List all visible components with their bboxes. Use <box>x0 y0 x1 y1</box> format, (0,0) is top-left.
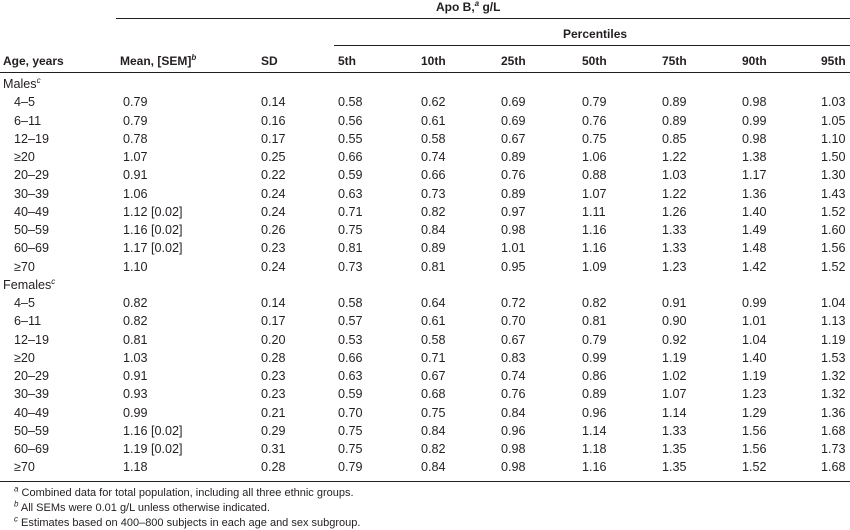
group-label-text: Females <box>3 277 52 292</box>
percentile-cell: 0.86 <box>582 369 607 383</box>
percentile-cell: 1.16 <box>582 223 607 237</box>
sd-cell: 0.28 <box>261 350 286 365</box>
mean-cell: 1.18 <box>123 460 148 475</box>
percentile-cell: 0.57 <box>338 314 363 329</box>
group-title-footnote-mark: a <box>474 0 480 8</box>
sd-cell: 0.25 <box>261 150 286 164</box>
percentile-cell: 1.56 <box>821 241 846 256</box>
percentile-cell: 1.22 <box>662 150 687 164</box>
percentile-cell: 0.66 <box>338 350 363 365</box>
percentile-cell: 1.26 <box>662 204 687 219</box>
percentile-cell: 1.50 <box>821 150 846 164</box>
age-cell: 60–69 <box>14 442 50 456</box>
percentile-cell: 1.33 <box>662 223 687 237</box>
percentile-cell: 0.64 <box>421 296 446 310</box>
col-mean-label: Mean, [SEM] <box>120 54 192 68</box>
sd-cell: 0.24 <box>261 186 286 201</box>
percentile-cell: 1.19 <box>662 350 687 365</box>
group-title-unit: g/L <box>479 0 501 14</box>
percentile-cell: 0.97 <box>501 204 526 219</box>
percentile-cell: 0.84 <box>421 423 446 438</box>
age-cell: 30–39 <box>14 186 50 201</box>
percentile-cell: 1.52 <box>821 204 846 219</box>
percentile-cell: 1.42 <box>742 259 767 274</box>
sd-cell: 0.29 <box>261 423 286 438</box>
percentile-cell: 1.53 <box>821 350 846 365</box>
percentile-cell: 1.49 <box>742 223 767 237</box>
age-cell: 4–5 <box>14 296 36 310</box>
percentile-cell: 0.71 <box>421 350 446 365</box>
percentile-cell: 0.81 <box>338 241 363 256</box>
percentile-cell: 1.13 <box>821 314 846 329</box>
percentile-cell: 0.61 <box>421 113 446 128</box>
age-cell: 12–19 <box>14 332 50 347</box>
age-cell: 50–59 <box>14 223 50 237</box>
percentile-cell: 1.68 <box>821 423 846 438</box>
percentile-cell: 0.73 <box>338 259 363 274</box>
percentile-cell: 1.11 <box>582 204 606 219</box>
sd-cell: 0.26 <box>261 223 286 237</box>
percentile-cell: 1.56 <box>742 423 767 438</box>
percentile-cell: 0.89 <box>421 241 446 256</box>
percentile-cell: 0.66 <box>338 150 363 164</box>
percentile-cell: 0.89 <box>662 113 687 128</box>
group-label-text: Males <box>3 77 37 91</box>
sd-cell: 0.14 <box>261 95 286 110</box>
percentile-cell: 0.84 <box>421 223 446 237</box>
percentile-cell: 1.38 <box>742 150 767 164</box>
percentile-cell: 0.69 <box>501 113 526 128</box>
footnote-text: All SEMs were 0.01 g/L unless otherwise indicated. <box>18 502 270 514</box>
sd-cell: 0.22 <box>261 168 286 183</box>
percentile-cell: 0.79 <box>582 332 607 347</box>
percentile-cell: 0.76 <box>582 113 607 128</box>
percentile-cell: 0.98 <box>742 131 767 146</box>
table-bottom-rule <box>0 481 850 482</box>
mean-cell: 1.19 [0.02] <box>123 442 183 456</box>
mean-cell: 1.16 [0.02] <box>123 223 183 237</box>
mean-cell: 0.79 <box>123 95 148 110</box>
percentile-cell: 1.04 <box>821 296 846 310</box>
age-cell: 40–49 <box>14 405 50 420</box>
percentile-cell: 1.40 <box>742 204 767 219</box>
age-cell: 60–69 <box>14 241 50 256</box>
percentile-cell: 1.16 <box>582 241 607 256</box>
percentile-cell: 0.99 <box>742 113 767 128</box>
age-cell: ≥20 <box>14 150 35 164</box>
percentile-cell: 1.40 <box>742 350 767 365</box>
percentile-cell: 1.33 <box>662 423 687 438</box>
sd-cell: 0.24 <box>261 204 286 219</box>
percentile-cell: 0.89 <box>582 387 607 402</box>
mean-cell: 1.07 <box>123 150 148 164</box>
percentile-cell: 0.75 <box>582 131 607 146</box>
percentile-cell: 1.32 <box>821 369 846 383</box>
percentile-cell: 0.75 <box>421 405 446 420</box>
percentile-cell: 1.22 <box>662 186 687 201</box>
percentile-cell: 0.90 <box>662 314 687 329</box>
percentile-cell: 0.53 <box>338 332 363 347</box>
percentile-cell: 1.19 <box>821 332 846 347</box>
percentile-cell: 1.07 <box>662 387 687 402</box>
percentile-cell: 0.85 <box>662 131 687 146</box>
percentile-cell: 0.72 <box>501 296 526 310</box>
percentile-cell: 1.10 <box>821 131 846 146</box>
percentile-cell: 0.98 <box>501 460 526 475</box>
percentile-cell: 1.60 <box>821 223 846 237</box>
percentile-cell: 1.36 <box>821 405 846 420</box>
percentile-cell: 0.89 <box>662 95 687 110</box>
percentile-cell: 0.67 <box>501 131 526 146</box>
sd-cell: 0.23 <box>261 241 286 256</box>
percentile-cell: 0.75 <box>338 423 363 438</box>
percentile-cell: 0.66 <box>421 168 446 183</box>
percentile-cell: 0.74 <box>501 369 526 383</box>
sd-cell: 0.20 <box>261 332 286 347</box>
age-cell: 6–11 <box>14 113 42 128</box>
percentile-cell: 0.71 <box>338 204 363 219</box>
mean-cell: 1.12 [0.02] <box>123 204 183 219</box>
percentile-cell: 0.74 <box>421 150 446 164</box>
percentile-cell: 0.75 <box>338 442 363 456</box>
percentile-cell: 0.99 <box>742 296 767 310</box>
percentile-cell: 0.81 <box>582 314 607 329</box>
footnote-mark: c <box>14 514 18 524</box>
percentile-cell: 1.52 <box>821 259 846 274</box>
sd-cell: 0.31 <box>261 442 286 456</box>
percentile-cell: 1.35 <box>662 460 687 475</box>
percentile-cell: 0.99 <box>582 350 607 365</box>
percentile-cell: 0.79 <box>582 95 607 110</box>
mean-cell: 0.79 <box>123 113 148 128</box>
percentile-cell: 0.59 <box>338 387 363 402</box>
header-rule-bottom <box>0 72 850 73</box>
sd-cell: 0.17 <box>261 314 286 329</box>
sd-cell: 0.23 <box>261 369 286 383</box>
percentile-cell: 0.95 <box>501 259 526 274</box>
percentile-cell: 0.79 <box>338 460 363 475</box>
mean-cell: 0.91 <box>123 369 148 383</box>
mean-cell: 0.78 <box>123 131 148 146</box>
sd-cell: 0.28 <box>261 460 286 475</box>
percentile-cell: 0.63 <box>338 369 363 383</box>
percentile-cell: 0.56 <box>338 113 363 128</box>
sd-cell: 0.23 <box>261 387 286 402</box>
age-cell: 20–29 <box>14 369 50 383</box>
group-label <box>3 278 55 296</box>
percentile-cell: 1.43 <box>821 186 846 201</box>
age-cell: ≥20 <box>14 350 35 365</box>
age-cell: ≥70 <box>14 259 35 274</box>
mean-cell: 1.17 [0.02] <box>123 241 183 256</box>
percentile-cell: 0.70 <box>338 405 363 420</box>
percentiles-label: Percentiles <box>563 27 628 41</box>
mean-cell: 1.06 <box>123 186 148 201</box>
percentile-cell: 0.58 <box>338 296 363 310</box>
percentile-cell: 0.73 <box>421 186 446 201</box>
percentile-cell: 1.05 <box>821 113 846 128</box>
percentile-cell: 0.82 <box>421 442 446 456</box>
percentile-cell: 1.03 <box>662 168 687 183</box>
footnote <box>14 514 361 529</box>
percentile-cell: 1.14 <box>662 405 687 420</box>
percentile-cell: 1.18 <box>582 442 607 456</box>
percentile-cell: 1.32 <box>821 387 846 402</box>
percentile-cell: 1.04 <box>742 332 767 347</box>
percentile-cell: 0.84 <box>501 405 526 420</box>
percentile-cell: 0.92 <box>662 332 687 347</box>
percentile-cell: 0.84 <box>421 460 446 475</box>
sd-cell: 0.24 <box>261 259 286 274</box>
percentile-header: 95th <box>821 54 846 68</box>
percentile-cell: 0.98 <box>501 223 526 237</box>
mean-cell: 0.82 <box>123 314 148 329</box>
percentile-cell: 1.02 <box>662 369 687 383</box>
percentile-header: 25th <box>501 54 526 68</box>
sd-cell: 0.16 <box>261 113 286 128</box>
group-label <box>3 77 41 95</box>
percentile-cell: 0.89 <box>501 150 526 164</box>
percentile-cell: 1.33 <box>662 241 687 256</box>
sd-cell: 0.17 <box>261 131 286 146</box>
mean-cell: 0.82 <box>123 296 148 310</box>
col-mean-footnote-mark: b <box>191 53 197 62</box>
percentile-cell: 1.73 <box>821 442 846 456</box>
percentile-cell: 1.01 <box>501 241 526 256</box>
percentile-cell: 0.82 <box>582 296 607 310</box>
percentile-cell: 0.58 <box>338 95 363 110</box>
percentile-header: 75th <box>662 54 687 68</box>
age-cell: 12–19 <box>14 131 50 146</box>
col-sd-header: SD <box>261 54 278 68</box>
percentile-cell: 1.35 <box>662 442 687 456</box>
age-cell: 30–39 <box>14 387 50 402</box>
group-title <box>436 0 500 14</box>
footnote-text: Estimates based on 400–800 subjects in each age and sex subgroup. <box>18 517 361 529</box>
percentile-cell: 0.67 <box>501 332 526 347</box>
percentile-cell: 0.96 <box>582 405 607 420</box>
percentile-cell: 1.68 <box>821 460 846 475</box>
percentile-cell: 0.69 <box>501 95 526 110</box>
percentile-cell: 0.91 <box>662 296 687 310</box>
percentile-header: 90th <box>742 54 767 68</box>
sd-cell: 0.14 <box>261 296 286 310</box>
footnote-text: Combined data for total population, including all three ethnic groups. <box>18 487 354 499</box>
percentile-cell: 1.19 <box>742 369 767 383</box>
percentile-cell: 0.88 <box>582 168 607 183</box>
percentile-cell: 1.52 <box>742 460 767 475</box>
percentile-cell: 1.16 <box>582 460 607 475</box>
percentile-cell: 1.01 <box>742 314 767 329</box>
percentile-cell: 0.75 <box>338 223 363 237</box>
percentile-cell: 1.23 <box>742 387 767 402</box>
mean-cell: 0.93 <box>123 387 148 402</box>
group-footnote-mark: c <box>51 276 56 286</box>
percentile-cell: 0.81 <box>421 259 446 274</box>
percentile-cell: 0.58 <box>421 131 446 146</box>
percentile-cell: 1.14 <box>582 423 607 438</box>
percentile-cell: 0.83 <box>501 350 526 365</box>
percentile-cell: 0.70 <box>501 314 526 329</box>
percentile-cell: 0.96 <box>501 423 526 438</box>
percentile-cell: 0.67 <box>421 369 446 383</box>
percentile-cell: 1.17 <box>742 168 767 183</box>
age-cell: ≥70 <box>14 460 35 475</box>
percentile-cell: 0.98 <box>501 442 526 456</box>
age-cell: 50–59 <box>14 423 50 438</box>
group-title-text: Apo B, <box>436 0 475 14</box>
percentile-header: 50th <box>582 54 607 68</box>
percentiles-rule <box>334 45 850 46</box>
percentile-cell: 1.36 <box>742 186 767 201</box>
age-cell: 40–49 <box>14 204 50 219</box>
group-footnote-mark: c <box>36 75 41 85</box>
mean-cell: 1.03 <box>123 350 148 365</box>
mean-cell: 0.81 <box>123 332 148 347</box>
footnote-mark: a <box>14 484 19 494</box>
percentile-cell: 0.76 <box>501 387 526 402</box>
percentile-cell: 1.29 <box>742 405 767 420</box>
percentile-header: 5th <box>338 54 356 68</box>
percentile-cell: 1.07 <box>582 186 607 201</box>
percentile-header: 10th <box>421 54 446 68</box>
sd-cell: 0.21 <box>261 405 286 420</box>
col-age-header: Age, years <box>3 54 64 68</box>
percentile-cell: 1.23 <box>662 259 687 274</box>
footnote <box>14 484 354 499</box>
age-cell: 4–5 <box>14 95 36 110</box>
percentile-cell: 0.55 <box>338 131 363 146</box>
percentile-cell: 0.59 <box>338 168 363 183</box>
age-cell: 6–11 <box>14 314 42 329</box>
percentile-cell: 0.98 <box>742 95 767 110</box>
age-cell: 20–29 <box>14 168 50 183</box>
mean-cell: 0.91 <box>123 168 148 183</box>
percentile-cell: 1.48 <box>742 241 767 256</box>
footnote-mark: b <box>14 499 19 509</box>
percentile-cell: 0.68 <box>421 387 446 402</box>
percentile-cell: 0.89 <box>501 186 526 201</box>
percentile-cell: 0.82 <box>421 204 446 219</box>
percentile-cell: 0.76 <box>501 168 526 183</box>
percentile-cell: 0.58 <box>421 332 446 347</box>
mean-cell: 1.10 <box>123 259 148 274</box>
mean-cell: 1.16 [0.02] <box>123 423 183 438</box>
col-mean-header <box>120 54 196 68</box>
percentile-cell: 0.63 <box>338 186 363 201</box>
footnote <box>14 499 270 514</box>
percentile-cell: 1.30 <box>821 168 846 183</box>
header-rule-top <box>116 18 850 19</box>
percentile-cell: 1.03 <box>821 95 846 110</box>
percentile-cell: 1.09 <box>582 259 607 274</box>
percentile-cell: 0.62 <box>421 95 446 110</box>
percentile-cell: 1.06 <box>582 150 607 164</box>
percentile-cell: 1.56 <box>742 442 767 456</box>
percentile-cell: 0.61 <box>421 314 446 329</box>
mean-cell: 0.99 <box>123 405 148 420</box>
